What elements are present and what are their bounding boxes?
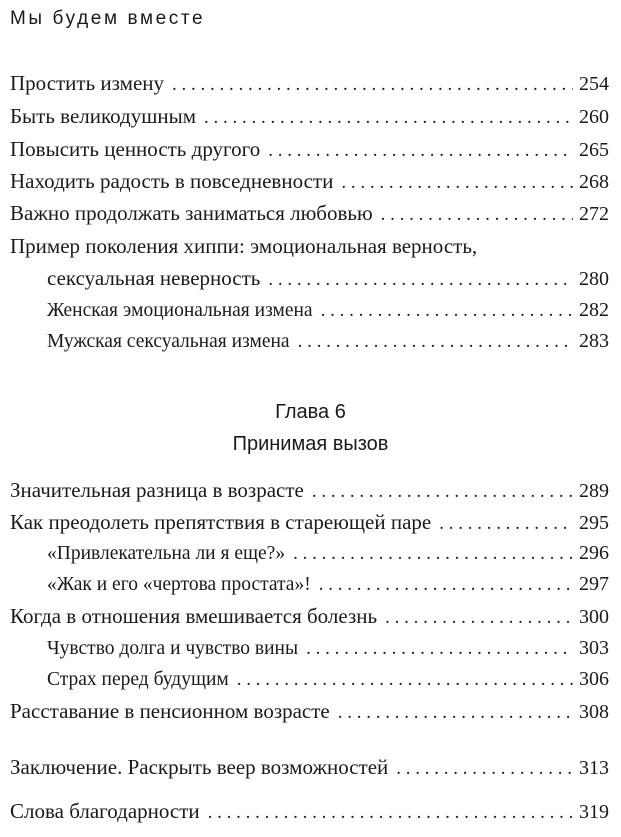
toc-entry-title: Находить радость в повседневности (10, 169, 334, 193)
toc-subentry[interactable] (47, 633, 609, 663)
dot-leader (268, 136, 573, 166)
toc-entry-page: 272 (579, 203, 609, 225)
dot-leader (381, 200, 573, 230)
toc-entry-title: «Привлекательна ли я еще?» (47, 543, 286, 564)
toc-entry-title: Заключение. Раскрыть веер возможностей (10, 755, 389, 779)
toc-entry-page: 306 (579, 668, 609, 690)
toc-entry-title-line1[interactable]: Пример поколения хиппи: эмоциональная верность, (10, 234, 478, 258)
toc-entry-page: 265 (579, 139, 609, 161)
toc-entry-page: 268 (579, 171, 609, 193)
dot-leader (321, 296, 573, 326)
toc-entry-title: Страх перед будущим (47, 669, 229, 690)
toc-entry-page: 308 (579, 701, 609, 723)
toc-entry[interactable] (10, 68, 609, 98)
toc-subentry[interactable] (47, 295, 609, 325)
dot-leader (268, 265, 573, 295)
toc-entry-title: Слова благодарности (10, 799, 200, 823)
toc-entry[interactable] (10, 166, 609, 196)
toc-entry-title: Как преодолеть препятствия в стареющей паре (10, 510, 432, 534)
toc-entry-page: 297 (579, 573, 609, 595)
toc-entry-title: Важно продолжать заниматься любовью (10, 201, 373, 225)
toc-entry-page: 319 (579, 801, 609, 823)
toc-entry-page: 283 (579, 330, 609, 352)
chapter-number: Глава 6 (275, 401, 346, 423)
toc-entry-title: Простить измену (10, 71, 165, 95)
toc-entry[interactable] (10, 696, 609, 726)
dot-leader (319, 570, 573, 600)
toc-entry-page: 289 (579, 480, 609, 502)
dot-leader (172, 70, 573, 100)
toc-subentry[interactable] (47, 569, 609, 599)
dot-leader (237, 665, 573, 695)
toc-entry[interactable] (10, 507, 609, 537)
toc-entry-page: 296 (579, 542, 609, 564)
toc-entry-page: 300 (579, 606, 609, 628)
dot-leader (312, 477, 573, 507)
dot-leader (385, 603, 573, 633)
toc-entry-page: 282 (579, 299, 609, 321)
dot-leader (298, 327, 573, 357)
toc-entry[interactable] (10, 601, 609, 631)
toc-entry-conclusion[interactable] (10, 752, 609, 782)
toc-entry-page: 313 (579, 757, 609, 779)
toc-entry-page: 254 (579, 73, 609, 95)
toc-entry-acknowledgements[interactable] (10, 796, 609, 826)
toc-entry-page: 303 (579, 637, 609, 659)
dot-leader (396, 754, 573, 784)
toc-entry-title: Чувство долга и чувство вины (47, 638, 299, 659)
dot-leader (293, 539, 573, 569)
toc-entry-title: Значительная разница в возрасте (10, 478, 304, 502)
toc-entry[interactable] (10, 475, 609, 505)
toc-entry[interactable] (10, 134, 609, 164)
toc-entry-title: «Жак и его «чертова простата»! (47, 574, 311, 595)
toc-entry[interactable] (10, 101, 609, 131)
dot-leader (341, 168, 573, 198)
toc-entry-title-line2: сексуальная неверность (47, 266, 261, 290)
dot-leader (338, 698, 573, 728)
toc-entry[interactable] (10, 198, 609, 228)
dot-leader (208, 798, 573, 828)
dot-leader (306, 634, 573, 664)
toc-entry-title: Мужская сексуальная измена (47, 331, 290, 352)
toc-entry-title: Быть великодушным (10, 104, 197, 128)
dot-leader (439, 509, 573, 539)
chapter-title: Принимая вызов (232, 433, 389, 455)
toc-entry-page: 260 (579, 106, 609, 128)
toc-subentry[interactable] (47, 664, 609, 694)
toc-entry[interactable] (47, 263, 609, 293)
toc-subentry[interactable] (47, 326, 609, 356)
toc-subentry[interactable] (47, 538, 609, 568)
toc-entry-title: Расставание в пенсионном возрасте (10, 699, 330, 723)
toc-entry-title: Повысить ценность другого (10, 137, 261, 161)
toc-entry-page: 280 (579, 268, 609, 290)
toc-entry-title: Когда в отношения вмешивается болезнь (10, 604, 378, 628)
dot-leader (204, 103, 573, 133)
running-head: Мы будем вместе (10, 8, 206, 29)
toc-entry-title: Женская эмоциональная измена (47, 300, 313, 321)
toc-entry-page: 295 (579, 512, 609, 534)
